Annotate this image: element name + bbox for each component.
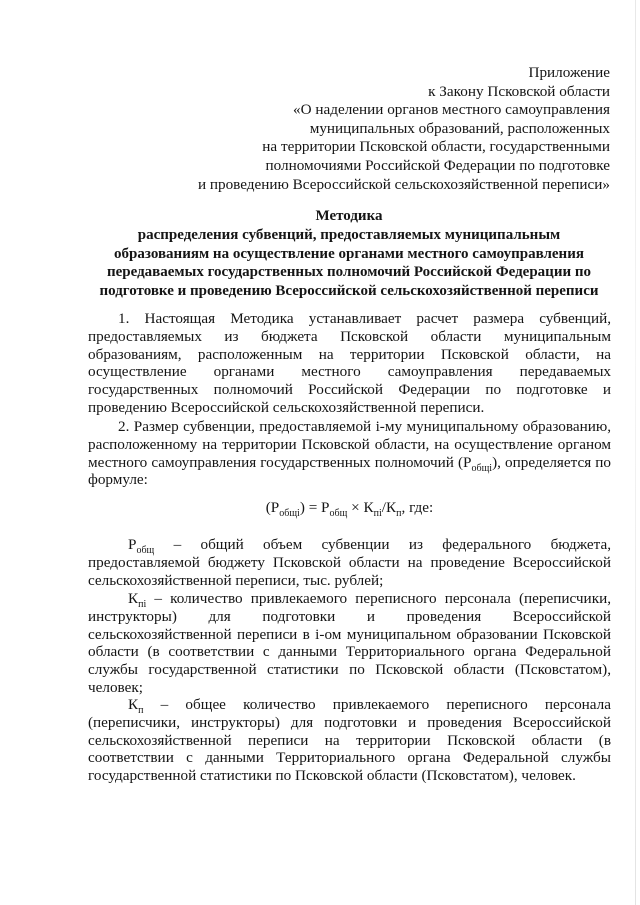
definition-k-p (88, 696, 611, 785)
paragraph-1: 1. Настоящая Методика устанавливает расчет размера субвенций, предоставляемых из бюджета Псковской области муниципальным образованиям, расположенным на территории Псковской области, на осуществление органами местного самоуправления передаваемых государственных полномочий Российской Федерации по подготовке и проведению Всероссийской сельскохозяйственной переписи. (88, 310, 611, 416)
header-line: и проведению Всероссийской сельскохозяйственной переписи» (197, 175, 610, 193)
header-line: на территории Псковской области, государственными (262, 138, 610, 156)
subscript: общi (471, 462, 493, 474)
definition-text: – общее количество привлекаемого переписного персонала (переписчики, инструкторы) для подготовки и проведения Всероссийской сельскохозяйственной переписи на территории Псковской области (в соответствии с данными Территориального органа Федеральной службы государственной статистики по Псковской области (Псковстатом), человек. (88, 696, 611, 785)
title-line: подготовке и проведению Всероссийской сельскохозяйственной переписи (99, 283, 599, 300)
title-line: распределения субвенций, предоставляемых муниципальным (137, 226, 561, 243)
formula-part: × К (347, 499, 374, 516)
header-line: муниципальных образований, расположенных (309, 119, 610, 137)
formula-part: ) = Р (299, 499, 330, 516)
paragraph-2 (88, 418, 611, 489)
formula-subscript: п (396, 508, 402, 520)
definition-subscript: пi (138, 599, 147, 611)
document-title (86, 207, 612, 301)
definition-subscript: общ (136, 545, 155, 557)
header-line: полномочиями Российской Федерации по подготовке (265, 156, 610, 174)
formula-subscript: общ (329, 508, 348, 520)
formula-subscript: общi (279, 508, 300, 520)
definition-symbol: К (128, 590, 139, 607)
definition-symbol: К (128, 696, 139, 713)
formula-part: (Р (265, 499, 280, 516)
title-line: образованиям на осуществление органами местного самоуправления (114, 245, 584, 262)
definition-k-pi (88, 590, 611, 697)
header-line: Приложение (528, 64, 610, 81)
header-line: «О наделении органов местного самоуправления (293, 101, 610, 119)
title-line: передаваемых государственных полномочий Российской Федерации по (106, 264, 592, 281)
paragraph-2-text: 2. Размер субвенции, предоставляемой i-му муниципальному образованию, расположенному на территории Псковской области, на осуществление органом местного самоуправления государственных полномочий (Р (88, 418, 611, 471)
scan-edge (635, 0, 636, 905)
title-heading: Методика (315, 208, 383, 224)
definition-symbol: Р (128, 536, 137, 553)
paragraph-2-text: ), определяется по формуле: (88, 453, 611, 489)
formula (88, 499, 611, 520)
formula-part: /К (381, 499, 397, 516)
definition-text: – общий объем субвенции из федерального бюджета, предоставляемой бюджету Псковской области на проведение Всероссийской сельскохозяйственной переписи, тыс. рублей; (88, 536, 611, 589)
definition-text: – количество привлекаемого переписного персонала (переписчики, инструкторы) для подготовки и проведения Всероссийской сельскохозяйственной переписи в i-ом муниципальном образовании Псковской области (в соответствии с данными Территориального органа Федеральной службы государственной статистики по Псковской области (Псковстатом), человек; (88, 590, 611, 696)
definition-subscript: п (138, 705, 144, 717)
formula-subscript: пi (373, 508, 382, 520)
header-line: к Закону Псковской области (428, 82, 610, 100)
formula-part: , где: (401, 499, 434, 516)
appendix-header (140, 64, 610, 194)
definition-r-total (88, 536, 611, 589)
